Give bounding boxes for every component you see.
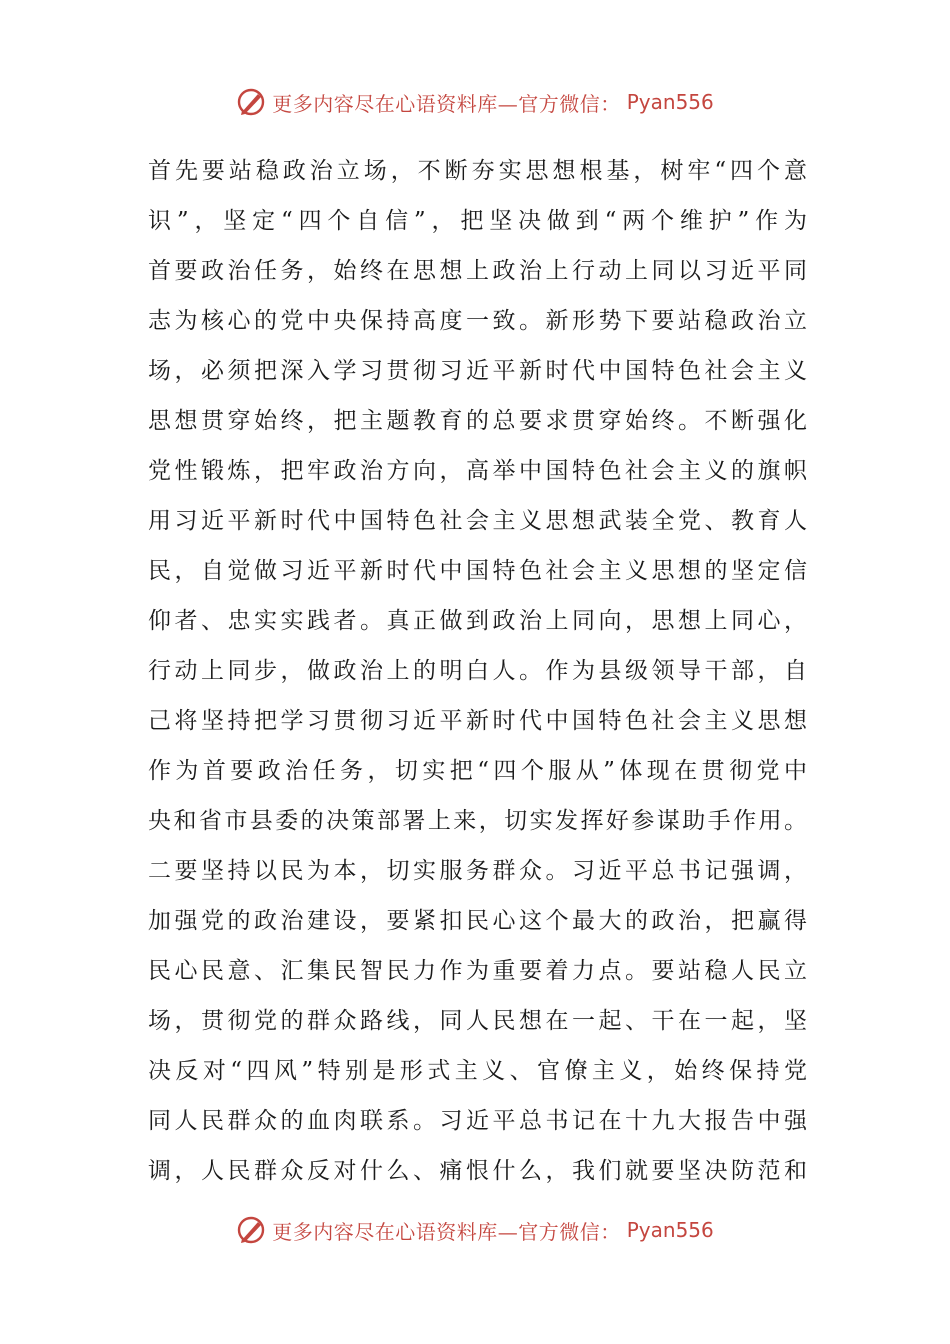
header-banner bbox=[0, 82, 950, 122]
pen-in-circle-icon bbox=[236, 87, 266, 117]
text-line: 同人民群众的血肉联系。习近平总书记在十九大报告中强 bbox=[148, 1108, 808, 1134]
text-line: 民心民意、汇集民智民力作为重要着力点。要站稳人民立 bbox=[148, 958, 808, 984]
text-line: 用习近平新时代中国特色社会主义思想武装全党、教育人 bbox=[148, 508, 808, 534]
text-line: 场，贯彻党的群众路线，同人民想在一起、干在一起，坚 bbox=[148, 1008, 808, 1034]
document-body bbox=[148, 146, 808, 1196]
text-line: 行动上同步，做政治上的明白人。作为县级领导干部，自 bbox=[148, 658, 808, 684]
text-line: 央和省市县委的决策部署上来，切实发挥好参谋助手作用。 bbox=[148, 808, 808, 834]
text-line: 首先要站稳政治立场，不断夯实思想根基，树牢“四个意 bbox=[148, 158, 808, 184]
footer-banner bbox=[0, 1210, 950, 1250]
text-line: 己将坚持把学习贯彻习近平新时代中国特色社会主义思想 bbox=[148, 708, 808, 734]
text-line: 党性锻炼，把牢政治方向，高举中国特色社会主义的旗帜 bbox=[148, 458, 808, 484]
banner-text: 更多内容尽在心语资料库—官方微信： bbox=[272, 91, 621, 116]
text-line: 二要坚持以民为本，切实服务群众。习近平总书记强调， bbox=[148, 858, 808, 884]
text-line: 场，必须把深入学习贯彻习近平新时代中国特色社会主义 bbox=[148, 358, 808, 384]
text-line: 思想贯穿始终，把主题教育的总要求贯穿始终。不断强化 bbox=[148, 408, 808, 434]
text-line: 加强党的政治建设，要紧扣民心这个最大的政治，把赢得 bbox=[148, 908, 808, 934]
wechat-id: Pyan556 bbox=[626, 1218, 714, 1242]
wechat-id: Pyan556 bbox=[626, 90, 714, 114]
text-line: 首要政治任务，始终在思想上政治上行动上同以习近平同 bbox=[148, 258, 808, 284]
text-line: 志为核心的党中央保持高度一致。新形势下要站稳政治立 bbox=[148, 308, 808, 334]
banner-text: 更多内容尽在心语资料库—官方微信： bbox=[272, 1219, 621, 1244]
text-line: 民，自觉做习近平新时代中国特色社会主义思想的坚定信 bbox=[148, 558, 808, 584]
text-line: 识”，坚定“四个自信”，把坚决做到“两个维护”作为 bbox=[148, 208, 808, 234]
text-line: 仰者、忠实实践者。真正做到政治上同向，思想上同心， bbox=[148, 608, 808, 634]
text-line: 作为首要政治任务，切实把“四个服从”体现在贯彻党中 bbox=[148, 758, 808, 784]
pen-in-circle-icon bbox=[236, 1215, 266, 1245]
text-line: 调，人民群众反对什么、痛恨什么，我们就要坚决防范和 bbox=[148, 1158, 808, 1184]
text-line: 决反对“四风”特别是形式主义、官僚主义，始终保持党 bbox=[148, 1058, 808, 1084]
